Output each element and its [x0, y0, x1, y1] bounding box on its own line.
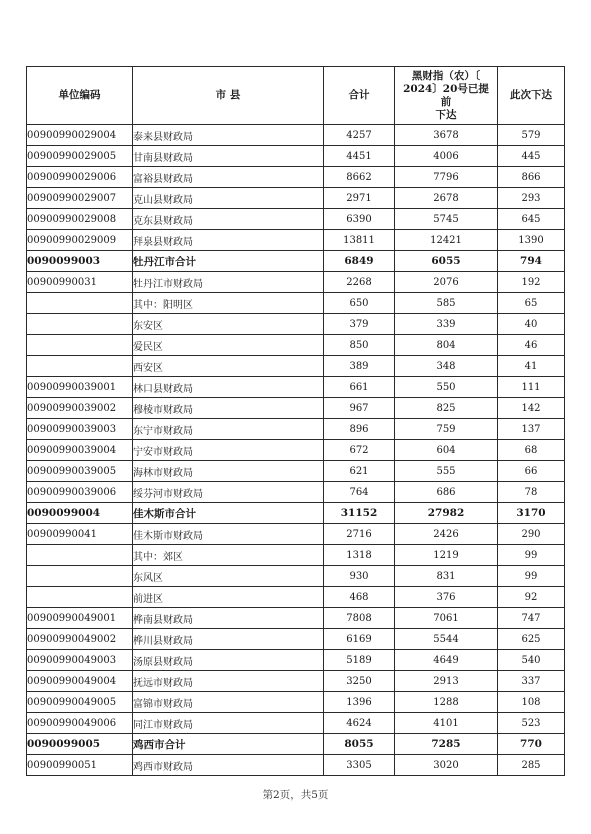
table-row — [27, 587, 565, 608]
cell-current-allocation: 285 — [498, 755, 565, 776]
cell-county-name: 林口县财政局 — [133, 377, 324, 398]
cell-unit-code — [27, 566, 133, 587]
cell-unit-code: 00900990029007 — [27, 188, 133, 209]
cell-advance-allocated: 4101 — [395, 713, 498, 734]
header-advance-line-2: 2024〕20号已提前 — [403, 82, 489, 108]
cell-current-allocation: 46 — [498, 335, 565, 356]
cell-current-allocation: 192 — [498, 272, 565, 293]
cell-county-name: 泰来县财政局 — [133, 125, 324, 146]
cell-county-name: 桦南县财政局 — [133, 608, 324, 629]
cell-total: 896 — [324, 419, 395, 440]
cell-advance-allocated: 27982 — [395, 503, 498, 524]
cell-unit-code — [27, 545, 133, 566]
cell-advance-allocated: 1219 — [395, 545, 498, 566]
table-row — [27, 419, 565, 440]
cell-county-name: 佳木斯市合计 — [133, 503, 324, 524]
cell-total: 389 — [324, 356, 395, 377]
page-number-footer: 第2页，共5页 — [262, 789, 329, 801]
cell-advance-allocated: 759 — [395, 419, 498, 440]
cell-county-name: 东宁市财政局 — [133, 419, 324, 440]
cell-advance-allocated: 2678 — [395, 188, 498, 209]
cell-unit-code: 00900990039005 — [27, 461, 133, 482]
cell-unit-code — [27, 356, 133, 377]
table-row — [27, 545, 565, 566]
cell-county-name: 东风区 — [133, 566, 324, 587]
cell-current-allocation: 1390 — [498, 230, 565, 251]
header-advance-line-1: 黑财指（农）〔 — [411, 69, 481, 82]
cell-current-allocation: 137 — [498, 419, 565, 440]
cell-current-allocation: 68 — [498, 440, 565, 461]
cell-advance-allocated: 376 — [395, 587, 498, 608]
header-total: 合计 — [324, 67, 395, 125]
cell-current-allocation: 523 — [498, 713, 565, 734]
cell-unit-code: 00900990049001 — [27, 608, 133, 629]
cell-unit-code: 00900990049005 — [27, 692, 133, 713]
cell-total: 379 — [324, 314, 395, 335]
cell-advance-allocated: 2426 — [395, 524, 498, 545]
cell-current-allocation: 866 — [498, 167, 565, 188]
cell-total: 650 — [324, 293, 395, 314]
cell-total: 5189 — [324, 650, 395, 671]
cell-total: 468 — [324, 587, 395, 608]
table-row — [27, 314, 565, 335]
cell-current-allocation: 65 — [498, 293, 565, 314]
cell-current-allocation: 445 — [498, 146, 565, 167]
header-advance-allocated — [395, 67, 498, 125]
cell-unit-code: 00900990029004 — [27, 125, 133, 146]
cell-total: 2268 — [324, 272, 395, 293]
table-row — [27, 272, 565, 293]
table-header — [27, 67, 565, 125]
cell-total: 764 — [324, 482, 395, 503]
cell-unit-code: 00900990029008 — [27, 209, 133, 230]
cell-total: 8055 — [324, 734, 395, 755]
cell-county-name: 海林市财政局 — [133, 461, 324, 482]
cell-unit-code: 00900990051 — [27, 755, 133, 776]
table-row — [27, 209, 565, 230]
table-row — [27, 167, 565, 188]
cell-unit-code: 0090099003 — [27, 251, 133, 272]
cell-county-name: 拜泉县财政局 — [133, 230, 324, 251]
table-row — [27, 482, 565, 503]
table-row — [27, 650, 565, 671]
cell-county-name: 宁安市财政局 — [133, 440, 324, 461]
cell-advance-allocated: 1288 — [395, 692, 498, 713]
table-row — [27, 146, 565, 167]
cell-total: 8662 — [324, 167, 395, 188]
cell-unit-code — [27, 293, 133, 314]
cell-advance-allocated: 555 — [395, 461, 498, 482]
cell-advance-allocated: 604 — [395, 440, 498, 461]
table-row — [27, 125, 565, 146]
cell-current-allocation: 579 — [498, 125, 565, 146]
cell-unit-code — [27, 314, 133, 335]
table-row — [27, 377, 565, 398]
cell-advance-allocated: 4006 — [395, 146, 498, 167]
table-row — [27, 524, 565, 545]
cell-advance-allocated: 5745 — [395, 209, 498, 230]
cell-advance-allocated: 831 — [395, 566, 498, 587]
cell-advance-allocated: 550 — [395, 377, 498, 398]
cell-county-name: 甘南县财政局 — [133, 146, 324, 167]
cell-total: 930 — [324, 566, 395, 587]
cell-advance-allocated: 804 — [395, 335, 498, 356]
table-row — [27, 188, 565, 209]
cell-county-name: 爱民区 — [133, 335, 324, 356]
table-row — [27, 608, 565, 629]
table-row — [27, 356, 565, 377]
cell-advance-allocated: 7796 — [395, 167, 498, 188]
cell-current-allocation: 142 — [498, 398, 565, 419]
header-current-allocation: 此次下达 — [498, 67, 565, 125]
cell-total: 2971 — [324, 188, 395, 209]
table-row — [27, 398, 565, 419]
cell-unit-code: 00900990049006 — [27, 713, 133, 734]
cell-unit-code: 00900990029009 — [27, 230, 133, 251]
cell-current-allocation: 293 — [498, 188, 565, 209]
table-row — [27, 629, 565, 650]
header-county: 市 县 — [133, 67, 324, 125]
cell-current-allocation: 92 — [498, 587, 565, 608]
cell-advance-allocated: 7285 — [395, 734, 498, 755]
cell-county-name: 鸡西市合计 — [133, 734, 324, 755]
cell-total: 672 — [324, 440, 395, 461]
table-row — [27, 755, 565, 776]
cell-total: 6390 — [324, 209, 395, 230]
cell-unit-code: 00900990041 — [27, 524, 133, 545]
cell-county-name: 富锦市财政局 — [133, 692, 324, 713]
cell-current-allocation: 747 — [498, 608, 565, 629]
cell-current-allocation: 540 — [498, 650, 565, 671]
table-row — [27, 335, 565, 356]
header-advance-line-3: 下达 — [435, 108, 457, 121]
cell-county-name: 克山县财政局 — [133, 188, 324, 209]
table-row — [27, 230, 565, 251]
cell-total: 2716 — [324, 524, 395, 545]
cell-current-allocation: 108 — [498, 692, 565, 713]
header-unit-code: 单位编码 — [27, 67, 133, 125]
cell-total: 6849 — [324, 251, 395, 272]
cell-current-allocation: 770 — [498, 734, 565, 755]
table-row-subtotal — [27, 503, 565, 524]
cell-unit-code: 00900990039003 — [27, 419, 133, 440]
cell-county-name: 同江市财政局 — [133, 713, 324, 734]
table-row — [27, 671, 565, 692]
cell-county-name: 牡丹江市财政局 — [133, 272, 324, 293]
cell-county-name: 佳木斯市财政局 — [133, 524, 324, 545]
cell-advance-allocated: 2913 — [395, 671, 498, 692]
cell-current-allocation: 78 — [498, 482, 565, 503]
cell-unit-code: 00900990039006 — [27, 482, 133, 503]
cell-county-name: 抚远市财政局 — [133, 671, 324, 692]
table-row — [27, 440, 565, 461]
cell-advance-allocated: 348 — [395, 356, 498, 377]
cell-county-name: 绥芬河市财政局 — [133, 482, 324, 503]
cell-unit-code: 0090099004 — [27, 503, 133, 524]
cell-county-name: 克东县财政局 — [133, 209, 324, 230]
cell-current-allocation: 3170 — [498, 503, 565, 524]
cell-county-name: 其中：郊区 — [133, 545, 324, 566]
cell-advance-allocated: 339 — [395, 314, 498, 335]
cell-total: 7808 — [324, 608, 395, 629]
cell-unit-code: 00900990029005 — [27, 146, 133, 167]
cell-current-allocation: 99 — [498, 566, 565, 587]
cell-total: 4257 — [324, 125, 395, 146]
cell-advance-allocated: 825 — [395, 398, 498, 419]
table-row-subtotal — [27, 734, 565, 755]
cell-advance-allocated: 7061 — [395, 608, 498, 629]
cell-total: 967 — [324, 398, 395, 419]
cell-advance-allocated: 585 — [395, 293, 498, 314]
cell-advance-allocated: 686 — [395, 482, 498, 503]
cell-unit-code — [27, 335, 133, 356]
cell-current-allocation: 41 — [498, 356, 565, 377]
cell-county-name: 穆棱市财政局 — [133, 398, 324, 419]
cell-unit-code: 00900990049003 — [27, 650, 133, 671]
table-row — [27, 293, 565, 314]
cell-unit-code: 00900990049002 — [27, 629, 133, 650]
cell-county-name: 其中：阳明区 — [133, 293, 324, 314]
cell-county-name: 牡丹江市合计 — [133, 251, 324, 272]
cell-total: 1396 — [324, 692, 395, 713]
cell-total: 6169 — [324, 629, 395, 650]
cell-current-allocation: 290 — [498, 524, 565, 545]
cell-current-allocation: 625 — [498, 629, 565, 650]
table-row — [27, 566, 565, 587]
cell-unit-code — [27, 587, 133, 608]
cell-advance-allocated: 3678 — [395, 125, 498, 146]
cell-county-name: 桦川县财政局 — [133, 629, 324, 650]
cell-total: 1318 — [324, 545, 395, 566]
cell-total: 4451 — [324, 146, 395, 167]
table-row — [27, 692, 565, 713]
cell-total: 621 — [324, 461, 395, 482]
cell-unit-code: 00900990031 — [27, 272, 133, 293]
cell-advance-allocated: 4649 — [395, 650, 498, 671]
allocation-table — [26, 66, 565, 776]
table-body — [27, 125, 565, 776]
table-row — [27, 713, 565, 734]
cell-advance-allocated: 12421 — [395, 230, 498, 251]
cell-unit-code: 00900990039002 — [27, 398, 133, 419]
cell-unit-code: 00900990029006 — [27, 167, 133, 188]
cell-county-name: 东安区 — [133, 314, 324, 335]
cell-current-allocation: 99 — [498, 545, 565, 566]
cell-county-name: 西安区 — [133, 356, 324, 377]
cell-current-allocation: 645 — [498, 209, 565, 230]
cell-current-allocation: 337 — [498, 671, 565, 692]
cell-advance-allocated: 5544 — [395, 629, 498, 650]
header-row — [27, 67, 565, 125]
cell-current-allocation: 40 — [498, 314, 565, 335]
cell-total: 31152 — [324, 503, 395, 524]
cell-county-name: 前进区 — [133, 587, 324, 608]
cell-county-name: 鸡西市财政局 — [133, 755, 324, 776]
cell-unit-code: 00900990039004 — [27, 440, 133, 461]
cell-current-allocation: 794 — [498, 251, 565, 272]
cell-total: 3305 — [324, 755, 395, 776]
cell-county-name: 汤原县财政局 — [133, 650, 324, 671]
cell-unit-code: 0090099005 — [27, 734, 133, 755]
cell-total: 4624 — [324, 713, 395, 734]
cell-current-allocation: 111 — [498, 377, 565, 398]
cell-advance-allocated: 3020 — [395, 755, 498, 776]
table-row — [27, 461, 565, 482]
cell-total: 661 — [324, 377, 395, 398]
cell-total: 850 — [324, 335, 395, 356]
cell-current-allocation: 66 — [498, 461, 565, 482]
cell-total: 3250 — [324, 671, 395, 692]
cell-advance-allocated: 2076 — [395, 272, 498, 293]
cell-unit-code: 00900990049004 — [27, 671, 133, 692]
cell-advance-allocated: 6055 — [395, 251, 498, 272]
table-row-subtotal — [27, 251, 565, 272]
cell-total: 13811 — [324, 230, 395, 251]
cell-unit-code: 00900990039001 — [27, 377, 133, 398]
cell-county-name: 富裕县财政局 — [133, 167, 324, 188]
